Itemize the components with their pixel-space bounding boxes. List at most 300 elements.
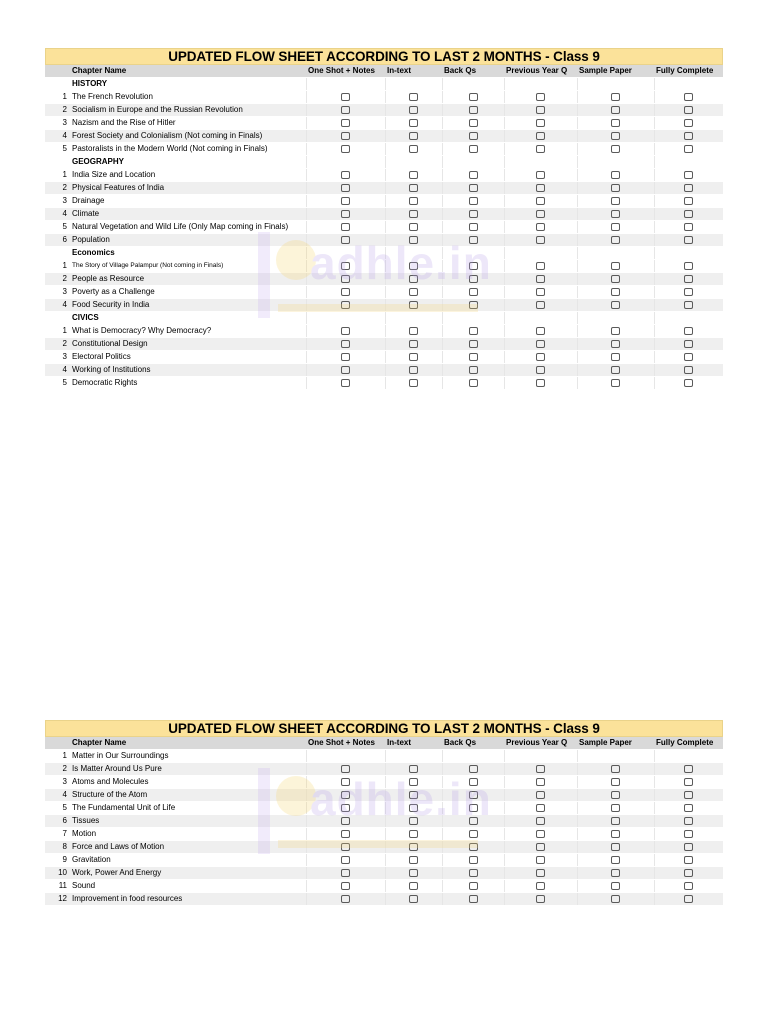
checkbox[interactable] bbox=[611, 171, 620, 179]
checkbox[interactable] bbox=[536, 184, 545, 192]
checkbox[interactable] bbox=[469, 197, 478, 205]
checkbox[interactable] bbox=[469, 275, 478, 283]
checkbox[interactable] bbox=[409, 791, 418, 799]
checkbox[interactable] bbox=[684, 869, 693, 877]
sheet-title: UPDATED FLOW SHEET ACCORDING TO LAST 2 MONTHS - Class 9 bbox=[45, 720, 723, 737]
checkbox-cell bbox=[577, 789, 654, 802]
checkbox-cell bbox=[577, 828, 654, 841]
checkbox-cell bbox=[306, 338, 385, 351]
empty-cell bbox=[442, 312, 504, 325]
checkbox[interactable] bbox=[469, 145, 478, 153]
empty-cell bbox=[577, 247, 654, 260]
checkbox[interactable] bbox=[611, 93, 620, 101]
row-number: 2 bbox=[45, 182, 70, 195]
section-heading: CIVICS bbox=[70, 312, 306, 325]
checkbox[interactable] bbox=[536, 236, 545, 244]
section-spacer bbox=[45, 156, 70, 169]
checkbox-cell bbox=[385, 143, 442, 156]
column-header: Back Qs bbox=[442, 737, 504, 750]
checkbox[interactable] bbox=[409, 197, 418, 205]
checkbox[interactable] bbox=[409, 93, 418, 101]
checkbox[interactable] bbox=[536, 93, 545, 101]
checkbox[interactable] bbox=[536, 804, 545, 812]
checkbox[interactable] bbox=[469, 830, 478, 838]
checkbox[interactable] bbox=[611, 106, 620, 114]
checkbox-cell bbox=[654, 776, 723, 789]
checkbox-cell bbox=[306, 789, 385, 802]
checkbox[interactable] bbox=[611, 288, 620, 296]
checkbox[interactable] bbox=[611, 340, 620, 348]
empty-cell bbox=[654, 156, 723, 169]
checkbox[interactable] bbox=[684, 93, 693, 101]
flow-sheet-social-science bbox=[45, 48, 723, 390]
checkbox[interactable] bbox=[536, 817, 545, 825]
checkbox[interactable] bbox=[469, 106, 478, 114]
checkbox[interactable] bbox=[684, 379, 693, 387]
checkbox[interactable] bbox=[536, 301, 545, 309]
checkbox[interactable] bbox=[611, 353, 620, 361]
chapter-name: Pastoralists in the Modern World (Not coming in Finals) bbox=[70, 143, 306, 156]
checkbox-cell bbox=[442, 841, 504, 854]
checkbox[interactable] bbox=[409, 895, 418, 903]
checkbox[interactable] bbox=[341, 327, 350, 335]
checkbox[interactable] bbox=[684, 791, 693, 799]
checkbox-cell bbox=[442, 221, 504, 234]
checkbox[interactable] bbox=[409, 869, 418, 877]
checkbox[interactable] bbox=[341, 869, 350, 877]
checkbox[interactable] bbox=[611, 184, 620, 192]
checkbox[interactable] bbox=[341, 93, 350, 101]
checkbox-cell bbox=[385, 195, 442, 208]
checkbox-cell bbox=[577, 208, 654, 221]
checkbox[interactable] bbox=[469, 804, 478, 812]
checkbox-cell bbox=[577, 364, 654, 377]
checkbox[interactable] bbox=[469, 301, 478, 309]
empty-cell bbox=[504, 78, 577, 91]
checkbox-cell bbox=[654, 117, 723, 130]
checkbox[interactable] bbox=[536, 379, 545, 387]
checkbox[interactable] bbox=[341, 106, 350, 114]
checkbox[interactable] bbox=[611, 301, 620, 309]
checkbox-cell bbox=[385, 208, 442, 221]
checkbox-cell bbox=[442, 867, 504, 880]
row-number: 8 bbox=[45, 841, 70, 854]
checkbox[interactable] bbox=[536, 765, 545, 773]
checkbox[interactable] bbox=[409, 288, 418, 296]
checkbox[interactable] bbox=[341, 184, 350, 192]
chapter-name: Sound bbox=[70, 880, 306, 893]
checkbox[interactable] bbox=[341, 856, 350, 864]
checkbox[interactable] bbox=[611, 197, 620, 205]
checkbox[interactable] bbox=[684, 856, 693, 864]
checkbox[interactable] bbox=[341, 210, 350, 218]
checkbox[interactable] bbox=[684, 301, 693, 309]
checkbox[interactable] bbox=[611, 882, 620, 890]
checkbox-cell bbox=[385, 377, 442, 390]
checkbox[interactable] bbox=[341, 236, 350, 244]
checkbox-cell bbox=[306, 364, 385, 377]
checkbox-cell bbox=[504, 91, 577, 104]
checkbox-cell bbox=[654, 854, 723, 867]
checkbox[interactable] bbox=[341, 804, 350, 812]
chapter-name: Electoral Politics bbox=[70, 351, 306, 364]
checkbox[interactable] bbox=[611, 778, 620, 786]
checkbox[interactable] bbox=[536, 171, 545, 179]
checkbox[interactable] bbox=[341, 843, 350, 851]
checkbox[interactable] bbox=[536, 366, 545, 374]
checkbox[interactable] bbox=[611, 379, 620, 387]
checkbox[interactable] bbox=[611, 830, 620, 838]
column-header: Chapter Name bbox=[70, 65, 306, 78]
checkbox[interactable] bbox=[611, 843, 620, 851]
empty-cell bbox=[577, 312, 654, 325]
checkbox-cell bbox=[385, 815, 442, 828]
checkbox[interactable] bbox=[469, 843, 478, 851]
checkbox[interactable] bbox=[409, 366, 418, 374]
checkbox[interactable] bbox=[611, 119, 620, 127]
checkbox[interactable] bbox=[611, 132, 620, 140]
checkbox-cell bbox=[442, 273, 504, 286]
checkbox[interactable] bbox=[684, 817, 693, 825]
row-number: 2 bbox=[45, 104, 70, 117]
checkbox[interactable] bbox=[536, 197, 545, 205]
checkbox[interactable] bbox=[409, 804, 418, 812]
checkbox[interactable] bbox=[409, 882, 418, 890]
checkbox[interactable] bbox=[469, 171, 478, 179]
checkbox[interactable] bbox=[341, 791, 350, 799]
checkbox[interactable] bbox=[409, 353, 418, 361]
row-number: 11 bbox=[45, 880, 70, 893]
checkbox-cell bbox=[442, 325, 504, 338]
checkbox[interactable] bbox=[469, 765, 478, 773]
checkbox[interactable] bbox=[409, 301, 418, 309]
checkbox-cell bbox=[504, 221, 577, 234]
column-header-row bbox=[45, 65, 723, 78]
checkbox-cell bbox=[306, 351, 385, 364]
checkbox[interactable] bbox=[684, 843, 693, 851]
checkbox[interactable] bbox=[341, 895, 350, 903]
checkbox[interactable] bbox=[469, 895, 478, 903]
row-number: 3 bbox=[45, 286, 70, 299]
checkbox[interactable] bbox=[536, 145, 545, 153]
checkbox[interactable] bbox=[684, 197, 693, 205]
table-row bbox=[45, 325, 723, 338]
checkbox[interactable] bbox=[684, 895, 693, 903]
checkbox[interactable] bbox=[409, 223, 418, 231]
checkbox[interactable] bbox=[611, 236, 620, 244]
checkbox[interactable] bbox=[409, 830, 418, 838]
checkbox[interactable] bbox=[684, 340, 693, 348]
checkbox[interactable] bbox=[469, 379, 478, 387]
checkbox[interactable] bbox=[341, 223, 350, 231]
table-row bbox=[45, 776, 723, 789]
checkbox[interactable] bbox=[684, 327, 693, 335]
checkbox[interactable] bbox=[611, 223, 620, 231]
checkbox[interactable] bbox=[469, 223, 478, 231]
checkbox[interactable] bbox=[469, 119, 478, 127]
table-row bbox=[45, 234, 723, 247]
checkbox[interactable] bbox=[341, 765, 350, 773]
table-row bbox=[45, 286, 723, 299]
checkbox[interactable] bbox=[611, 869, 620, 877]
checkbox[interactable] bbox=[409, 817, 418, 825]
checkbox[interactable] bbox=[409, 843, 418, 851]
checkbox[interactable] bbox=[469, 856, 478, 864]
checkbox[interactable] bbox=[469, 327, 478, 335]
checkbox-cell bbox=[654, 880, 723, 893]
checkbox-cell bbox=[442, 143, 504, 156]
row-number: 5 bbox=[45, 377, 70, 390]
table-row bbox=[45, 143, 723, 156]
checkbox-cell bbox=[306, 130, 385, 143]
column-header: One Shot + Notes bbox=[306, 65, 385, 78]
checkbox-cell bbox=[442, 789, 504, 802]
checkbox-cell bbox=[442, 286, 504, 299]
checkbox[interactable] bbox=[536, 119, 545, 127]
checkbox[interactable] bbox=[469, 93, 478, 101]
checkbox[interactable] bbox=[341, 132, 350, 140]
checkbox[interactable] bbox=[536, 210, 545, 218]
empty-cell bbox=[654, 78, 723, 91]
checkbox[interactable] bbox=[684, 236, 693, 244]
checkbox[interactable] bbox=[536, 856, 545, 864]
checkbox[interactable] bbox=[611, 327, 620, 335]
checkbox[interactable] bbox=[536, 223, 545, 231]
checkbox[interactable] bbox=[684, 210, 693, 218]
checkbox-cell bbox=[654, 763, 723, 776]
row-number: 7 bbox=[45, 828, 70, 841]
checkbox[interactable] bbox=[611, 765, 620, 773]
checkbox-cell bbox=[442, 351, 504, 364]
checkbox[interactable] bbox=[611, 366, 620, 374]
checkbox[interactable] bbox=[536, 275, 545, 283]
checkbox[interactable] bbox=[341, 275, 350, 283]
empty-cell bbox=[385, 156, 442, 169]
checkbox[interactable] bbox=[341, 830, 350, 838]
checkbox-cell bbox=[442, 234, 504, 247]
checkbox[interactable] bbox=[611, 210, 620, 218]
checkbox[interactable] bbox=[536, 132, 545, 140]
checkbox[interactable] bbox=[536, 843, 545, 851]
checkbox-cell bbox=[442, 802, 504, 815]
checkbox-cell bbox=[385, 776, 442, 789]
chapter-name: Drainage bbox=[70, 195, 306, 208]
checkbox[interactable] bbox=[611, 262, 620, 270]
checkbox[interactable] bbox=[469, 882, 478, 890]
checkbox-cell bbox=[306, 182, 385, 195]
chapter-name: Force and Laws of Motion bbox=[70, 841, 306, 854]
checkbox[interactable] bbox=[684, 223, 693, 231]
column-header: One Shot + Notes bbox=[306, 737, 385, 750]
checkbox[interactable] bbox=[684, 262, 693, 270]
checkbox[interactable] bbox=[611, 791, 620, 799]
checkbox[interactable] bbox=[409, 275, 418, 283]
checkbox[interactable] bbox=[536, 106, 545, 114]
checkbox[interactable] bbox=[611, 817, 620, 825]
checkbox[interactable] bbox=[409, 236, 418, 244]
checkbox[interactable] bbox=[684, 132, 693, 140]
checkbox-cell bbox=[442, 260, 504, 273]
checkbox-cell bbox=[306, 221, 385, 234]
checkbox[interactable] bbox=[341, 379, 350, 387]
checkbox[interactable] bbox=[469, 236, 478, 244]
checkbox[interactable] bbox=[469, 262, 478, 270]
checkbox[interactable] bbox=[469, 791, 478, 799]
checkbox-cell bbox=[504, 854, 577, 867]
checkbox[interactable] bbox=[684, 804, 693, 812]
checkbox[interactable] bbox=[341, 882, 350, 890]
checkbox-cell bbox=[306, 763, 385, 776]
checkbox[interactable] bbox=[684, 778, 693, 786]
checkbox-cell bbox=[385, 338, 442, 351]
checkbox[interactable] bbox=[341, 145, 350, 153]
checkbox[interactable] bbox=[409, 327, 418, 335]
checkbox[interactable] bbox=[536, 262, 545, 270]
row-number: 3 bbox=[45, 351, 70, 364]
checkbox-cell bbox=[654, 169, 723, 182]
checkbox[interactable] bbox=[469, 184, 478, 192]
checkbox[interactable] bbox=[469, 353, 478, 361]
checkbox-cell bbox=[577, 880, 654, 893]
checkbox[interactable] bbox=[341, 817, 350, 825]
section-heading: Economics bbox=[70, 247, 306, 260]
checkbox[interactable] bbox=[684, 171, 693, 179]
checkbox[interactable] bbox=[409, 262, 418, 270]
checkbox[interactable] bbox=[469, 340, 478, 348]
checkbox-cell bbox=[504, 750, 577, 763]
checkbox[interactable] bbox=[684, 353, 693, 361]
checkbox[interactable] bbox=[469, 817, 478, 825]
checkbox[interactable] bbox=[611, 895, 620, 903]
checkbox-cell bbox=[385, 286, 442, 299]
checkbox-cell bbox=[577, 841, 654, 854]
checkbox[interactable] bbox=[611, 145, 620, 153]
checkbox[interactable] bbox=[684, 145, 693, 153]
chapter-name: Physical Features of India bbox=[70, 182, 306, 195]
checkbox[interactable] bbox=[536, 830, 545, 838]
checkbox[interactable] bbox=[536, 288, 545, 296]
checkbox[interactable] bbox=[469, 132, 478, 140]
checkbox[interactable] bbox=[536, 340, 545, 348]
chapter-name: Improvement in food resources bbox=[70, 893, 306, 906]
checkbox[interactable] bbox=[611, 856, 620, 864]
checkbox[interactable] bbox=[469, 366, 478, 374]
checkbox[interactable] bbox=[684, 288, 693, 296]
checkbox-cell bbox=[654, 91, 723, 104]
checkbox-cell bbox=[504, 130, 577, 143]
checkbox[interactable] bbox=[409, 340, 418, 348]
checkbox[interactable] bbox=[341, 353, 350, 361]
checkbox[interactable] bbox=[341, 288, 350, 296]
checkbox[interactable] bbox=[409, 856, 418, 864]
checkbox-cell bbox=[306, 776, 385, 789]
checkbox-cell bbox=[385, 789, 442, 802]
checkbox-cell bbox=[306, 286, 385, 299]
checkbox[interactable] bbox=[611, 804, 620, 812]
row-number: 2 bbox=[45, 763, 70, 776]
checkbox-cell bbox=[654, 841, 723, 854]
checkbox[interactable] bbox=[409, 171, 418, 179]
checkbox-cell bbox=[504, 260, 577, 273]
table-row bbox=[45, 104, 723, 117]
checkbox[interactable] bbox=[684, 119, 693, 127]
checkbox[interactable] bbox=[341, 340, 350, 348]
checkbox[interactable] bbox=[684, 184, 693, 192]
checkbox[interactable] bbox=[469, 210, 478, 218]
checkbox[interactable] bbox=[684, 106, 693, 114]
checkbox[interactable] bbox=[536, 353, 545, 361]
checkbox[interactable] bbox=[684, 366, 693, 374]
row-number: 10 bbox=[45, 867, 70, 880]
checkbox[interactable] bbox=[409, 778, 418, 786]
checkbox[interactable] bbox=[684, 882, 693, 890]
checkbox[interactable] bbox=[409, 184, 418, 192]
checkbox-cell bbox=[654, 377, 723, 390]
row-number: 4 bbox=[45, 130, 70, 143]
table-row bbox=[45, 763, 723, 776]
checkbox[interactable] bbox=[536, 869, 545, 877]
checkbox[interactable] bbox=[684, 830, 693, 838]
checkbox[interactable] bbox=[536, 791, 545, 799]
checkbox-cell bbox=[654, 208, 723, 221]
checkbox-cell bbox=[654, 299, 723, 312]
checkbox-cell bbox=[306, 841, 385, 854]
chapter-name: The French Revolution bbox=[70, 91, 306, 104]
checkbox[interactable] bbox=[469, 869, 478, 877]
checkbox[interactable] bbox=[341, 778, 350, 786]
checkbox[interactable] bbox=[409, 210, 418, 218]
checkbox[interactable] bbox=[684, 275, 693, 283]
checkbox[interactable] bbox=[409, 379, 418, 387]
empty-cell bbox=[504, 156, 577, 169]
checkbox[interactable] bbox=[409, 119, 418, 127]
checkbox[interactable] bbox=[341, 119, 350, 127]
checkbox[interactable] bbox=[409, 145, 418, 153]
checkbox-cell bbox=[385, 91, 442, 104]
chapter-name: The Story of Village Palampur (Not coming in Finals) bbox=[70, 260, 306, 273]
table-row bbox=[45, 802, 723, 815]
checkbox[interactable] bbox=[536, 895, 545, 903]
checkbox[interactable] bbox=[536, 778, 545, 786]
checkbox-cell bbox=[442, 130, 504, 143]
checkbox-cell bbox=[385, 117, 442, 130]
checkbox[interactable] bbox=[341, 366, 350, 374]
checkbox[interactable] bbox=[341, 171, 350, 179]
checkbox-cell bbox=[577, 169, 654, 182]
checkbox[interactable] bbox=[341, 301, 350, 309]
checkbox[interactable] bbox=[536, 327, 545, 335]
checkbox[interactable] bbox=[536, 882, 545, 890]
checkbox-cell bbox=[504, 351, 577, 364]
checkbox-cell bbox=[504, 286, 577, 299]
checkbox[interactable] bbox=[469, 778, 478, 786]
checkbox-cell bbox=[385, 260, 442, 273]
checkbox[interactable] bbox=[409, 765, 418, 773]
checkbox[interactable] bbox=[684, 765, 693, 773]
checkbox-cell bbox=[306, 325, 385, 338]
checkbox-cell bbox=[504, 299, 577, 312]
checkbox[interactable] bbox=[341, 262, 350, 270]
table-row bbox=[45, 750, 723, 763]
checkbox[interactable] bbox=[409, 132, 418, 140]
checkbox-cell bbox=[504, 828, 577, 841]
chapter-name: Matter in Our Surroundings bbox=[70, 750, 306, 763]
checkbox[interactable] bbox=[611, 275, 620, 283]
checkbox[interactable] bbox=[341, 197, 350, 205]
empty-cell bbox=[442, 78, 504, 91]
checkbox[interactable] bbox=[469, 288, 478, 296]
checkbox[interactable] bbox=[409, 106, 418, 114]
